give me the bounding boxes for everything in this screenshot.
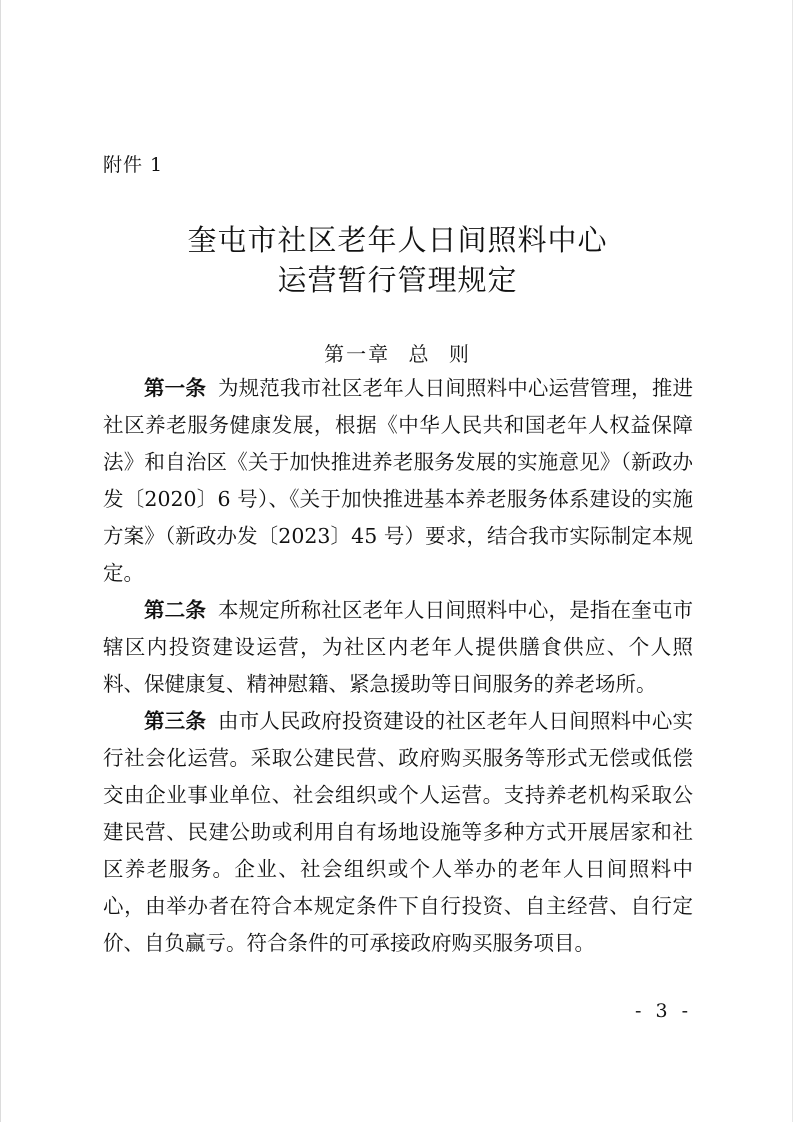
article-3-label: 第三条 (144, 709, 206, 733)
article-1-text: 为规范我市社区老年人日间照料中心运营管理，推进社区养老服务健康发展，根据《中华人民共和国老年人权益保障法》和自治区《关于加快推进养老服务发展的实施意见》（新政办发〔2020〕6 号）、《关于加快推进基本养老服务体系建设的实施方案》（新政办发〔2023〕45 号）要求，结合我市实际制定本规定。 (103, 376, 694, 585)
page-number: - 3 - (634, 1000, 692, 1022)
article-3 (103, 703, 693, 962)
article-3-text: 由市人民政府投资建设的社区老年人日间照料中心实行社会化运营。采取公建民营、政府购买服务等形式无偿或低偿交由企业事业单位、社会组织或个人运营。支持养老机构采取公建民营、民建公助或利用自有场地设施等多种方式开展居家和社区养老服务。企业、社会组织或个人举办的老年人日间照料中心，由举办者在符合本规定条件下自行投资、自主经营、自行定价、自负赢亏。符合条件的可承接政府购买服务项目。 (103, 709, 694, 955)
article-2-text: 本规定所称社区老年人日间照料中心，是指在奎屯市辖区内投资建设运营，为社区内老年人提供膳食供应、个人照料、保健康复、精神慰籍、紧急援助等日间服务的养老场所。 (103, 598, 694, 696)
document-title-line-2: 运营暂行管理规定 (277, 263, 518, 297)
document-body (103, 370, 693, 962)
document-title-line-1: 奎屯市社区老年人日间照料中心 (187, 223, 608, 257)
attachment-label: 附件 1 (103, 154, 164, 176)
article-1 (103, 370, 693, 592)
article-2-label: 第二条 (144, 598, 206, 622)
article-2 (103, 592, 693, 703)
chapter-heading: 第一章 总 则 (324, 342, 471, 366)
article-1-label: 第一条 (144, 376, 206, 400)
